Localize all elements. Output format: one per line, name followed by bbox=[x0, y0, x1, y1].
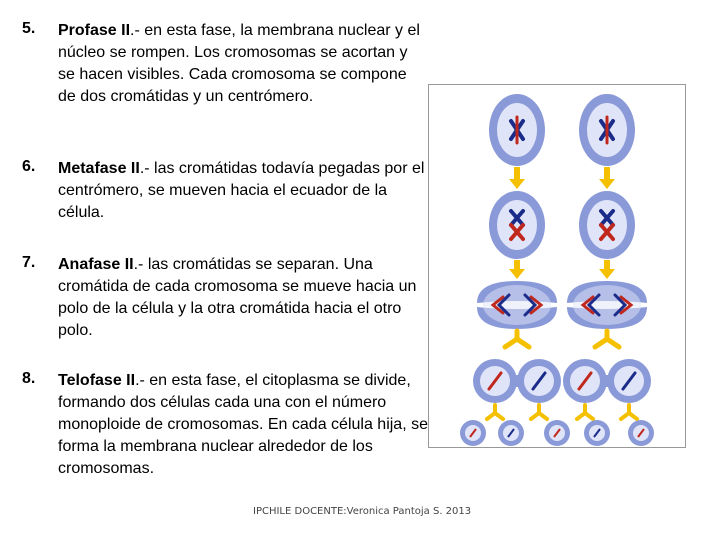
item-text bbox=[58, 370, 428, 480]
cell-telophase-left bbox=[473, 359, 561, 403]
item-number: 6. bbox=[22, 158, 36, 175]
item-number: 5. bbox=[22, 20, 36, 37]
cell-anaphase-right bbox=[567, 281, 647, 329]
item-text bbox=[58, 254, 428, 342]
arrows-1 bbox=[509, 167, 615, 189]
item-text bbox=[58, 158, 428, 224]
arrows-4 bbox=[487, 405, 637, 419]
meiosis-ii-diagram bbox=[428, 84, 686, 448]
row-metaphase-cells bbox=[489, 191, 635, 259]
item-description: .- las cromátidas todavía pegadas por el centrómero, se mueven hacia el ecuador de la célula. bbox=[58, 160, 425, 221]
item-number: 8. bbox=[22, 370, 36, 387]
item-description: .- en esta fase, la membrana nuclear y el núcleo se rompen. Los cromosomas se acortan y se hacen visibles. Cada cromosoma se compone de dos cromátidas y un centrómero. bbox=[58, 22, 420, 105]
footer-credit: IPCHILE DOCENTE:Veronica Pantoja S. 2013 bbox=[253, 506, 472, 517]
row-anaphase-cells bbox=[477, 281, 647, 329]
item-title: Telofase II bbox=[58, 372, 136, 389]
item-text bbox=[58, 20, 428, 108]
cell-telophase-right bbox=[563, 359, 651, 403]
row-telophase-cells bbox=[473, 359, 651, 403]
cell-metaphase-left bbox=[489, 191, 545, 259]
item-title: Profase II bbox=[58, 22, 131, 39]
item-description: .- las cromátidas se separan. Una cromátida de cada cromosoma se mueve hacia un polo de la célula y la otra cromátida hacia el otro polo. bbox=[58, 256, 417, 339]
item-description: .- en esta fase, el citoplasma se divide, formando dos células cada una con el número monoploide de cromosomas. En cada célula hija, se forma la membrana nuclear alrededor de los cromosomas. bbox=[58, 372, 428, 477]
cell-metaphase-right bbox=[579, 191, 635, 259]
item-title: Metafase II bbox=[58, 160, 140, 177]
item-number: 7. bbox=[22, 254, 36, 271]
cell-prophase-right bbox=[579, 94, 635, 166]
cell-anaphase-left bbox=[477, 281, 557, 329]
arrows-3 bbox=[505, 331, 619, 347]
arrows-2 bbox=[509, 260, 615, 279]
row-daughter-cells bbox=[460, 420, 654, 446]
item-title: Anafase II bbox=[58, 256, 134, 273]
row-prophase-cells bbox=[489, 94, 635, 166]
cell-prophase-left bbox=[489, 94, 545, 166]
